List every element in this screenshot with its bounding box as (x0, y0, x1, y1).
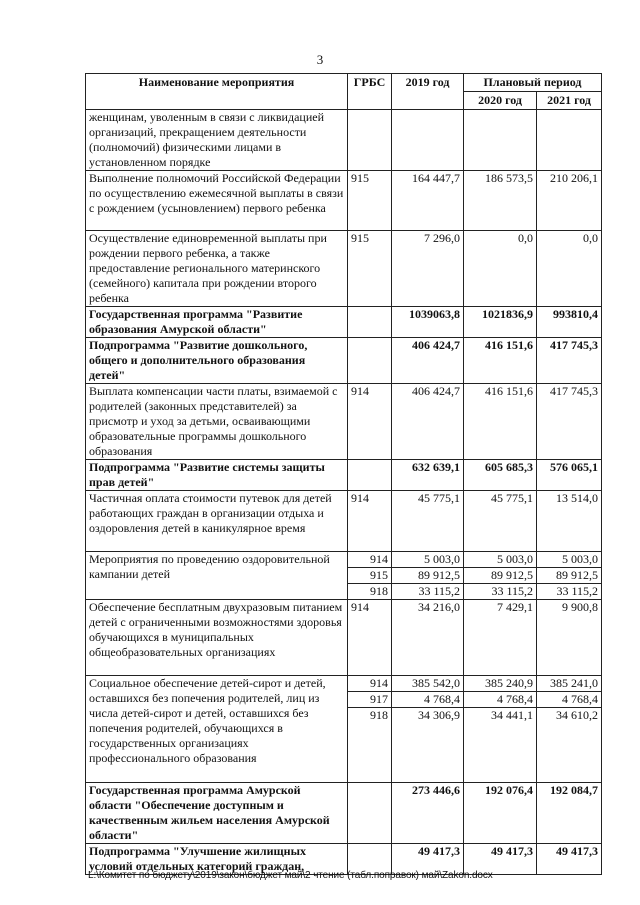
header-grbs: ГРБС (348, 74, 392, 110)
activity-name-cell: Выполнение полномочий Российской Федерации по осуществлению ежемесячной выплаты в связи с рождением (усыновлением) первого ребенка (86, 171, 348, 231)
value-2021-cell (537, 676, 602, 783)
value-2021-entry: 385 241,0 (537, 676, 601, 692)
grbs-entry: 918 (370, 708, 388, 722)
value-2019-cell: 406 424,7 (392, 384, 464, 460)
grbs-cell (348, 110, 392, 171)
value-2019-entry: 89 912,5 (392, 568, 463, 584)
grbs-entry: 917 (348, 692, 391, 708)
table-row (86, 491, 602, 552)
value-2019-cell (392, 676, 464, 783)
value-2021-cell (537, 110, 602, 171)
table-row (86, 783, 602, 844)
value-2020-cell: 416 151,6 (464, 338, 537, 384)
value-2019-entry: 4 768,4 (392, 692, 463, 708)
footer-file-path: L:\Комитет по бюджету\2019\закон\бюджет май\2 чтение (табл.поправок) май\Zakon.docx (88, 870, 493, 881)
value-2020-cell: 416 151,6 (464, 384, 537, 460)
value-2021-cell: 192 084,7 (537, 783, 602, 844)
value-2020-cell: 0,0 (464, 231, 537, 307)
activity-name-cell: Подпрограмма "Улучшение жилищных условий отдельных категорий граждан, (86, 844, 348, 875)
grbs-entry: 915 (348, 568, 391, 584)
grbs-cell (348, 783, 392, 844)
table-row (86, 307, 602, 338)
value-2020-entry: 4 768,4 (464, 692, 536, 708)
value-2021-cell: 417 745,3 (537, 384, 602, 460)
table-row (86, 171, 602, 231)
grbs-cell (348, 460, 392, 491)
value-2019-cell: 45 775,1 (392, 491, 464, 552)
header-name: Наименование мероприятия (86, 74, 348, 110)
page-number: 3 (316, 52, 324, 67)
table-row (86, 676, 602, 783)
value-2019-cell (392, 110, 464, 171)
activity-name-cell: Социальное обеспечение детей-сирот и детей, оставшихся без попечения родителей, лиц из числа детей-сирот и детей, оставшихся без попечения родителей, обучающихся в государственных организациях профессионального образования (86, 676, 348, 783)
value-2020-entry: 33 115,2 (491, 584, 533, 598)
value-2021-cell: 417 745,3 (537, 338, 602, 384)
activity-name-cell: Обеспечение бесплатным двухразовым питанием детей с ограниченными возможностями здоровья обучающихся в муниципальных общеобразовательных организациях (86, 600, 348, 676)
grbs-cell: 915 (348, 231, 392, 307)
value-2021-cell: 0,0 (537, 231, 602, 307)
activity-name-cell: Выплата компенсации части платы, взимаемой с родителей (законных представителей) за присмотр и уход за детьми, осваивающими образовательные программы дошкольного образования (86, 384, 348, 460)
activity-name-cell: Государственная программа Амурской области "Обеспечение доступным и качественным жильем населения Амурской области" (86, 783, 348, 844)
grbs-entry: 914 (348, 676, 391, 692)
value-2020-entry: 385 240,9 (464, 676, 536, 692)
activity-name-cell: женщинам, уволенным в связи с ликвидацией организаций, прекращением деятельности (полномочий) физическими лицами в установленном порядке (86, 110, 348, 171)
activity-name-cell: Государственная программа "Развитие образования Амурской области" (86, 307, 348, 338)
table-row (86, 338, 602, 384)
value-2021-entry: 33 115,2 (556, 584, 598, 598)
value-2020-entry: 5 003,0 (464, 552, 536, 568)
value-2021-entry: 34 610,2 (556, 708, 598, 722)
value-2020-cell: 192 076,4 (464, 783, 537, 844)
value-2020-cell (464, 676, 537, 783)
grbs-entry: 918 (370, 584, 388, 598)
header-2019: 2019 год (392, 74, 464, 110)
table-body (86, 110, 602, 875)
value-2020-cell: 7 429,1 (464, 600, 537, 676)
header-2020: 2020 год (464, 92, 537, 110)
table-row (86, 384, 602, 460)
value-2019-cell: 1039063,8 (392, 307, 464, 338)
table-row (86, 231, 602, 307)
value-2019-cell: 164 447,7 (392, 171, 464, 231)
value-2020-cell: 186 573,5 (464, 171, 537, 231)
activity-name-cell: Подпрограмма "Развитие дошкольного, общего и дополнительного образования детей" (86, 338, 348, 384)
header-2021: 2021 год (537, 92, 602, 110)
value-2019-cell: 49 417,3 (392, 844, 464, 875)
value-2021-cell: 9 900,8 (537, 600, 602, 676)
value-2021-cell: 576 065,1 (537, 460, 602, 491)
grbs-cell (348, 676, 392, 783)
grbs-cell: 914 (348, 384, 392, 460)
value-2021-entry: 5 003,0 (537, 552, 601, 568)
grbs-cell: 915 (348, 171, 392, 231)
grbs-cell (348, 307, 392, 338)
table-header (86, 74, 602, 110)
activity-name-cell: Осуществление единовременной выплаты при рождении первого ребенка, а также предоставление регионального материнского (семейного) капитала при рождении второго ребенка (86, 231, 348, 307)
value-2019-cell: 7 296,0 (392, 231, 464, 307)
value-2019-cell (392, 552, 464, 600)
grbs-cell (348, 338, 392, 384)
activity-name-cell: Подпрограмма "Развитие системы защиты прав детей" (86, 460, 348, 491)
value-2019-entry: 33 115,2 (418, 584, 460, 598)
value-2019-cell: 632 639,1 (392, 460, 464, 491)
value-2020-entry: 89 912,5 (464, 568, 536, 584)
grbs-cell: 914 (348, 491, 392, 552)
table-row (86, 460, 602, 491)
grbs-cell: 914 (348, 600, 392, 676)
activity-name-cell: Мероприятия по проведению оздоровительной кампании детей (86, 552, 348, 600)
value-2019-entry: 34 306,9 (418, 708, 460, 722)
table-row (86, 552, 602, 600)
value-2019-entry: 5 003,0 (392, 552, 463, 568)
value-2020-cell: 1021836,9 (464, 307, 537, 338)
grbs-cell (348, 552, 392, 600)
value-2021-cell: 49 417,3 (537, 844, 602, 875)
table-row (86, 600, 602, 676)
value-2020-cell: 605 685,3 (464, 460, 537, 491)
value-2020-entry: 34 441,1 (491, 708, 533, 722)
value-2020-cell: 45 775,1 (464, 491, 537, 552)
value-2021-cell (537, 552, 602, 600)
value-2021-cell: 993810,4 (537, 307, 602, 338)
value-2019-cell: 406 424,7 (392, 338, 464, 384)
value-2019-entry: 385 542,0 (392, 676, 463, 692)
value-2021-cell: 13 514,0 (537, 491, 602, 552)
value-2020-cell (464, 552, 537, 600)
table-row (86, 110, 602, 171)
value-2019-cell: 34 216,0 (392, 600, 464, 676)
value-2020-cell (464, 110, 537, 171)
value-2019-cell: 273 446,6 (392, 783, 464, 844)
value-2021-entry: 4 768,4 (537, 692, 601, 708)
grbs-entry: 914 (348, 552, 391, 568)
activity-name-cell: Частичная оплата стоимости путевок для детей работающих граждан в организации отдыха и оздоровления детей в каникулярное время (86, 491, 348, 552)
header-planned-period: Плановый период (464, 74, 602, 92)
budget-table (85, 73, 602, 875)
value-2020-cell: 49 417,3 (464, 844, 537, 875)
value-2021-entry: 89 912,5 (537, 568, 601, 584)
value-2021-cell: 210 206,1 (537, 171, 602, 231)
